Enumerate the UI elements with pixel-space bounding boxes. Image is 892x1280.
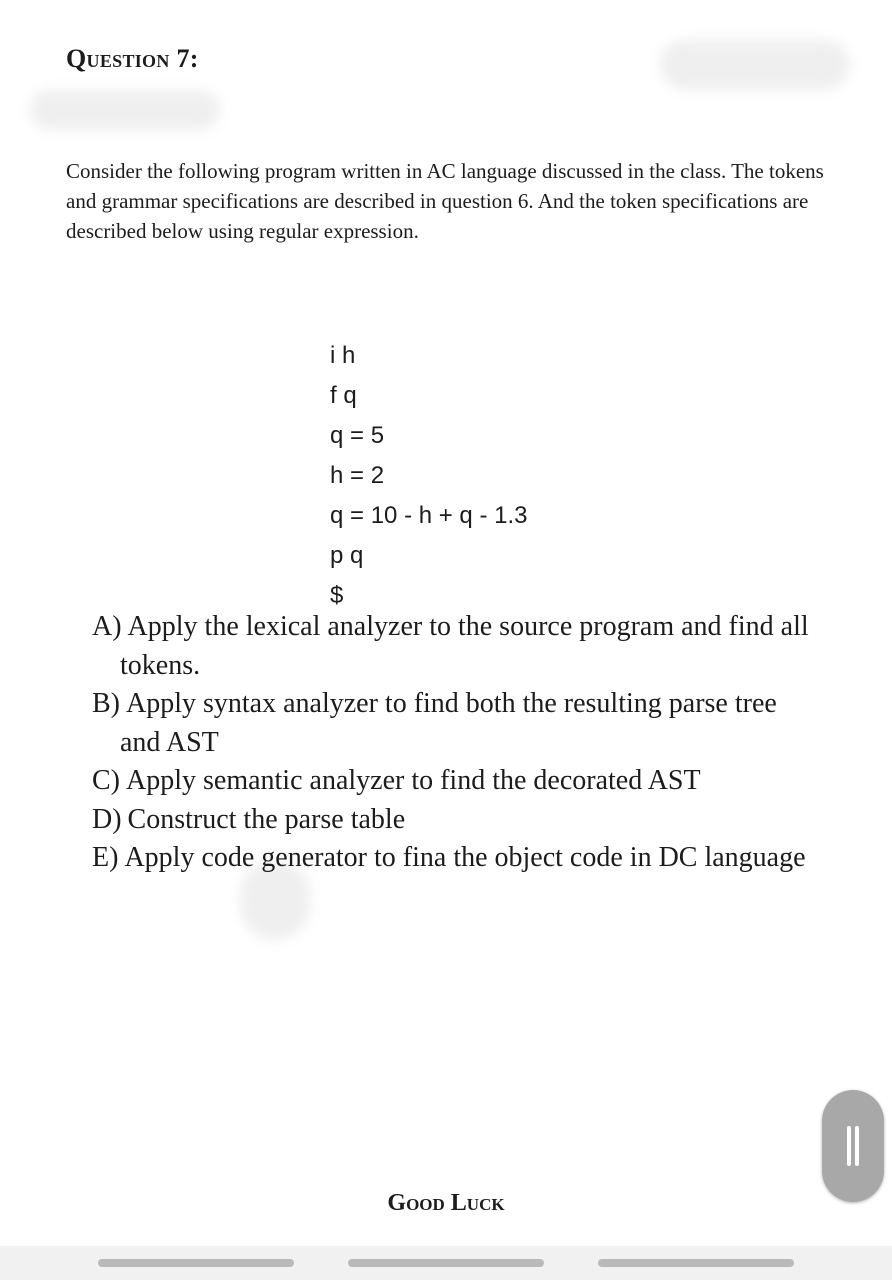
program-listing [330, 336, 527, 616]
task-item-e [92, 839, 822, 878]
program-line: i h [330, 342, 356, 369]
scroll-handle[interactable] [822, 1090, 884, 1202]
task-text: Apply code generator to fina the object code in DC language [124, 842, 806, 873]
program-line: h = 2 [330, 462, 385, 489]
task-text: Construct the parse table [127, 803, 406, 835]
background-smudge [30, 90, 220, 130]
nav-pill-center[interactable] [348, 1259, 544, 1267]
program-line: q = 5 [330, 422, 385, 449]
nav-pill-right[interactable] [598, 1259, 794, 1267]
closing-text: Good Luck [387, 1190, 505, 1216]
nav-pill-left[interactable] [98, 1259, 294, 1267]
task-letter: D) [92, 803, 122, 835]
handle-grip-icon [855, 1126, 859, 1166]
task-list [92, 608, 822, 878]
question-intro: Consider the following program written in AC language discussed in the class. The tokens and grammar specifications are described in question 6. And the token specifications are described below using regular expression. [66, 159, 824, 243]
task-text: Apply syntax analyzer to find both the resulting parse tree and AST [120, 688, 777, 758]
task-text: Apply semantic analyzer to find the decorated AST [126, 765, 701, 796]
program-line: p q [330, 542, 364, 569]
task-text: Apply the lexical analyzer to the source program and find all tokens. [120, 611, 809, 681]
task-letter: E) [92, 842, 119, 873]
program-line: $ [330, 582, 344, 609]
bottom-nav-bar [0, 1246, 892, 1280]
task-item-a [92, 608, 822, 685]
question-title: Question 7: [66, 44, 199, 73]
handle-grip-icon [847, 1126, 851, 1166]
task-item-d [92, 801, 822, 840]
program-line: q = 10 - h + q - 1.3 [330, 502, 528, 529]
background-smudge [660, 40, 850, 90]
task-letter: C) [92, 765, 120, 796]
task-item-b [92, 685, 822, 762]
program-line: f q [330, 382, 357, 409]
task-item-c [92, 762, 822, 801]
task-letter: B) [92, 688, 120, 719]
task-letter: A) [92, 611, 122, 642]
